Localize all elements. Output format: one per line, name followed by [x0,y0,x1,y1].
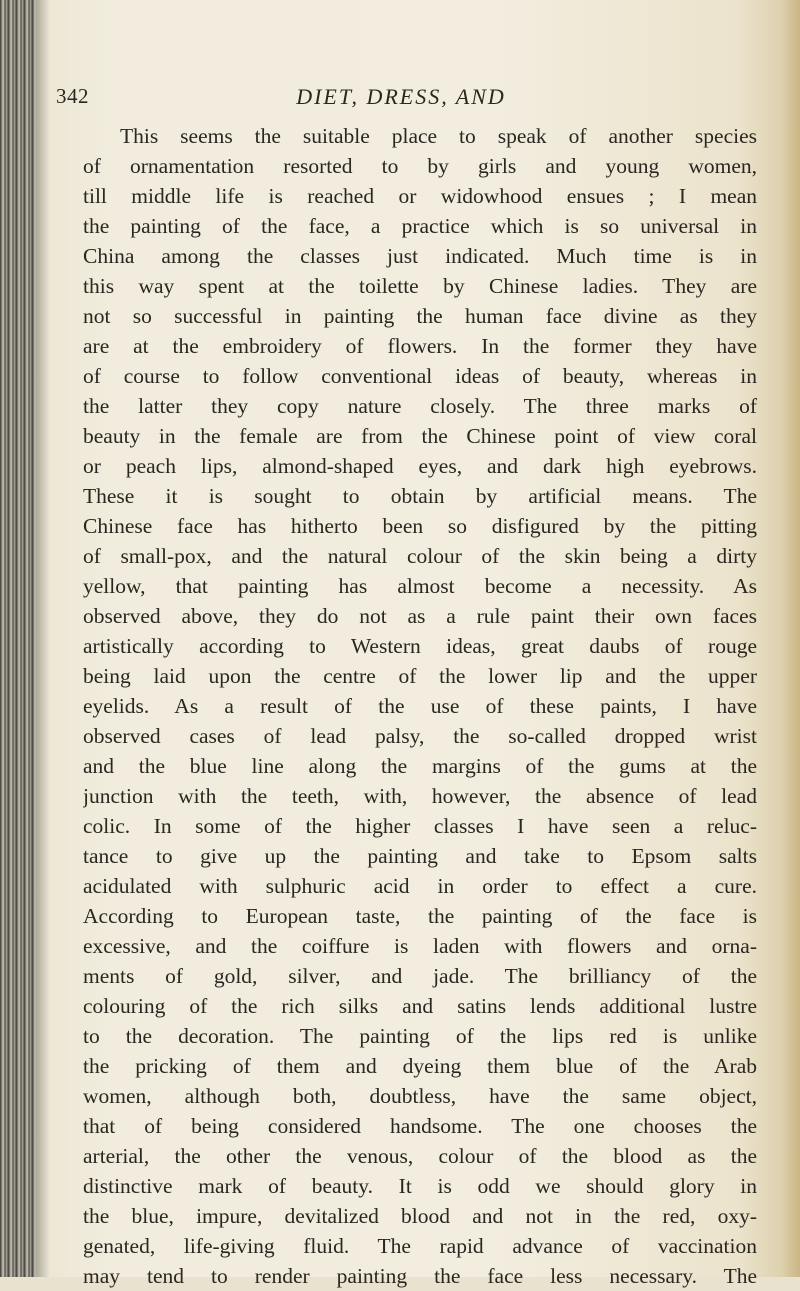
text-line: are at the embroidery of flowers. In the former they have [83,334,757,358]
text-line: till middle life is reached or widowhood ensues ; I mean [83,184,757,208]
text-line: genated, life-giving fluid. The rapid advance of vaccination [83,1234,757,1258]
text-line: to the decoration. The painting of the lips red is unlike [83,1024,757,1048]
text-line: colic. In some of the higher classes I have seen a reluc- [83,814,757,838]
text-line: not so successful in painting the human face divine as they [83,304,757,328]
text-line: According to European taste, the painting of the face is [83,904,757,928]
text-line: the blue, impure, devitalized blood and not in the red, oxy- [83,1204,757,1228]
text-line: the latter they copy nature closely. The three marks of [83,394,757,418]
text-line: These it is sought to obtain by artificial means. The [83,484,757,508]
text-line: junction with the teeth, with, however, the absence of lead [83,784,757,808]
text-line: eyelids. As a result of the use of these paints, I have [83,694,757,718]
text-line: distinctive mark of beauty. It is odd we should glory in [83,1174,757,1198]
text-line: tance to give up the painting and take to Epsom salts [83,844,757,868]
text-line: This seems the suitable place to speak of another species [120,124,757,148]
page-header [56,84,746,114]
text-line: colouring of the rich silks and satins lends additional lustre [83,994,757,1018]
text-line: of ornamentation resorted to by girls and young women, [83,154,757,178]
text-line: the pricking of them and dyeing them blue of the Arab [83,1054,757,1078]
text-line: or peach lips, almond-shaped eyes, and dark high eyebrows. [83,454,757,478]
page-edge-shading [782,0,800,1277]
text-line: women, although both, doubtless, have the same object, [83,1084,757,1108]
gutter-shadow [36,0,50,1277]
running-head: DIET, DRESS, AND [296,84,506,109]
text-line: observed cases of lead palsy, the so-called dropped wrist [83,724,757,748]
book-binding [0,0,36,1277]
text-line: Chinese face has hitherto been so disfigured by the pitting [83,514,757,538]
text-line: China among the classes just indicated. Much time is in [83,244,757,268]
text-line: may tend to render painting the face less necessary. The [83,1264,757,1288]
text-line: and the blue line along the margins of the gums at the [83,754,757,778]
text-line: arterial, the other the venous, colour of the blood as the [83,1144,757,1168]
text-line: observed above, they do not as a rule paint their own faces [83,604,757,628]
text-line: excessive, and the coiffure is laden with flowers and orna- [83,934,757,958]
text-line: ments of gold, silver, and jade. The brilliancy of the [83,964,757,988]
text-line: beauty in the female are from the Chinese point of view coral [83,424,757,448]
text-line: acidulated with sulphuric acid in order to effect a cure. [83,874,757,898]
text-line: of course to follow conventional ideas of beauty, whereas in [83,364,757,388]
text-line: of small-pox, and the natural colour of the skin being a dirty [83,544,757,568]
text-line: yellow, that painting has almost become a necessity. As [83,574,757,598]
text-line: this way spent at the toilette by Chinese ladies. They are [83,274,757,298]
text-line: being laid upon the centre of the lower lip and the upper [83,664,757,688]
text-line: artistically according to Western ideas, great daubs of rouge [83,634,757,658]
body-text [83,121,757,1291]
text-line: the painting of the face, a practice which is so universal in [83,214,757,238]
page-number: 342 [56,84,89,108]
text-line: that of being considered handsome. The one chooses the [83,1114,757,1138]
